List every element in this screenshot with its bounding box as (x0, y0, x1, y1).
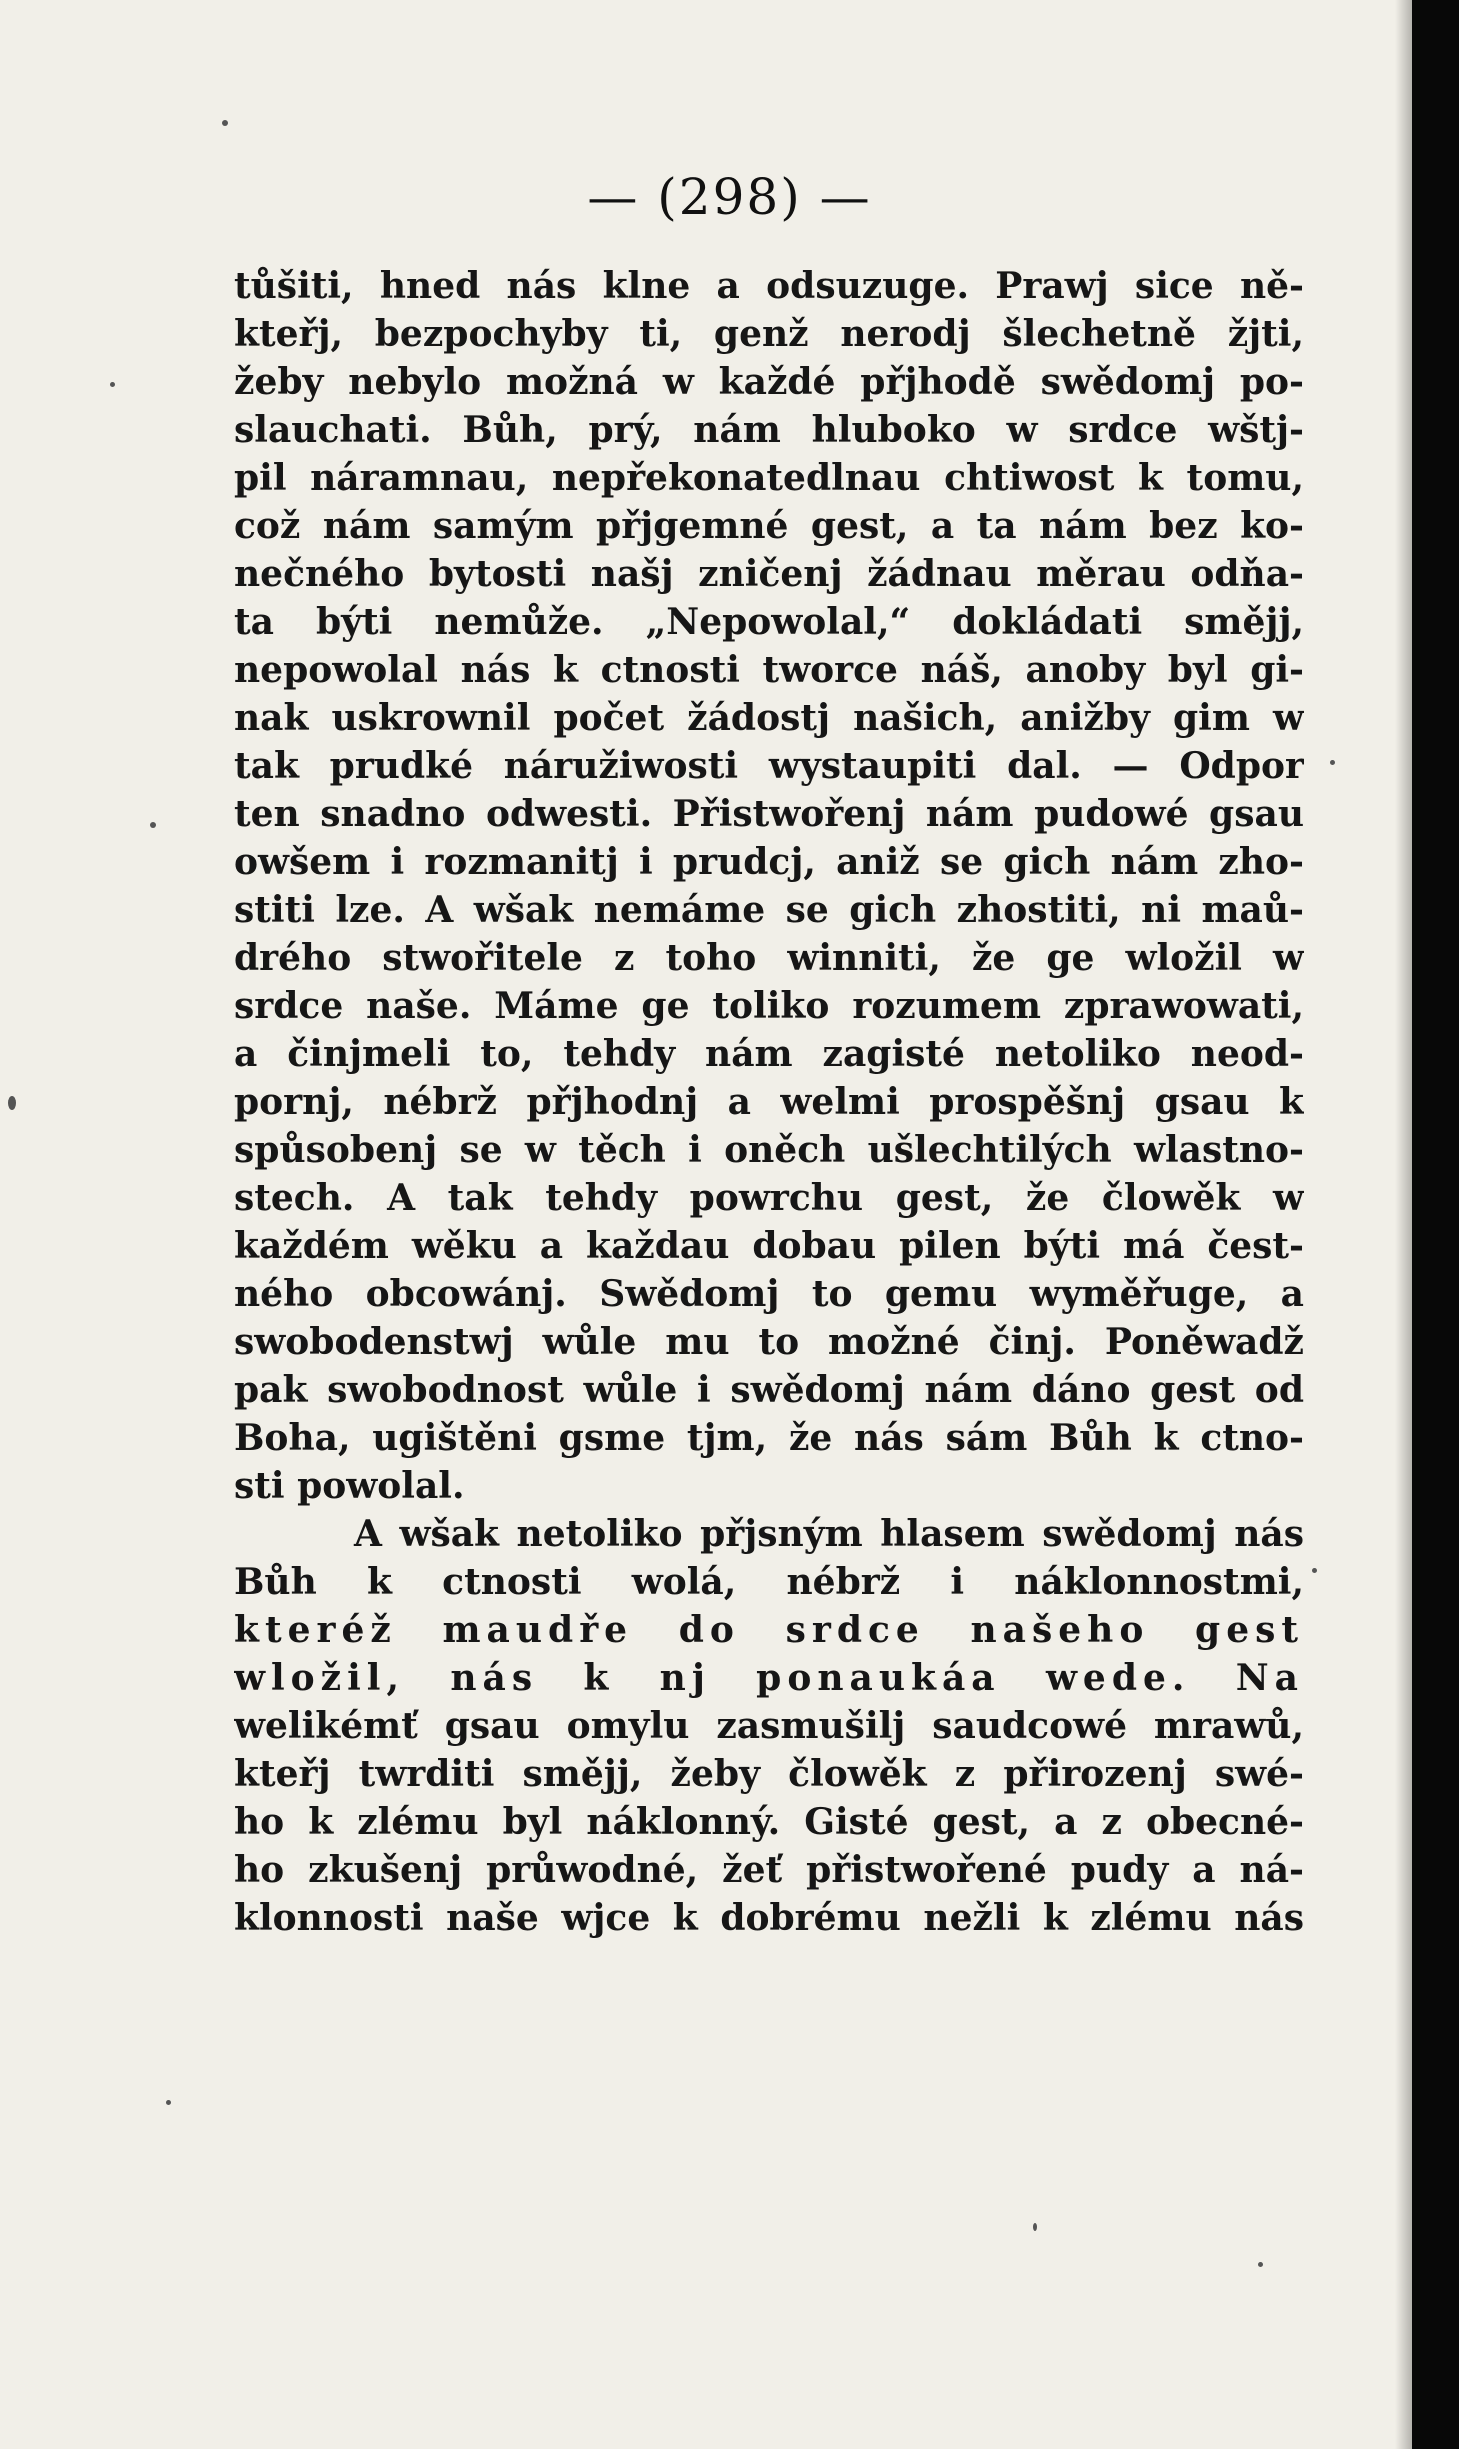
paragraph-end-line: sti powolal. (234, 1465, 465, 1507)
text-line: ho zkušenj průwodné, žeť přistwořené pudy a ná- (234, 1849, 1304, 1891)
paper-speck (222, 120, 228, 126)
body-text (234, 262, 1304, 1942)
text-line: ten snadno odwesti. Přistwořenj nám pudowé gsau (234, 793, 1304, 835)
paper-speck (1312, 1568, 1317, 1573)
text-line: pil náramnau, nepřekonatedlnau chtiwost k tomu, (234, 457, 1304, 499)
paper-speck (1330, 760, 1335, 765)
text-line: owšem i rozmanitj i prudcj, aniž se gich nám zho- (234, 841, 1304, 883)
text-line: spůsobenj se w těch i oněch ušlechtilých wlastno- (234, 1129, 1304, 1171)
text-line: drého stwořitele z toho winniti, že ge wložil w (234, 937, 1304, 979)
paper-speck (166, 2100, 171, 2105)
paper-speck (110, 382, 115, 387)
text-line: stech. A tak tehdy powrchu gest, že člowěk w (234, 1177, 1304, 1219)
text-line: nečného bytosti našj zničenj žádnau měrau odňa- (234, 553, 1304, 595)
text-line: tak prudké náružiwosti wystaupiti dal. — Odpor (234, 745, 1304, 787)
text-line-spaced: kteréž maudře do srdce našeho gest (234, 1609, 1304, 1651)
paper-speck (1258, 2262, 1263, 2267)
text-line: tůšiti, hned nás klne a odsuzuge. Prawj sice ně- (234, 265, 1304, 307)
paper-speck (8, 1096, 16, 1110)
paragraph-start-line: A wšak netoliko přjsným hlasem swědomj nás (354, 1513, 1304, 1555)
scan-edge-border (1412, 0, 1459, 2449)
text-line: kteřj, bezpochyby ti, genž nerodj šlechetně žjti, (234, 313, 1304, 355)
text-line: pornj, nébrž přjhodnj a welmi prospěšnj gsau k (234, 1081, 1304, 1123)
text-line: Boha, ugištěni gsme tjm, že nás sám Bůh k ctno- (234, 1417, 1304, 1459)
text-line: slauchati. Bůh, prý, nám hluboko w srdce wštj- (234, 409, 1304, 451)
text-line: ného obcowánj. Swědomj to gemu wyměřuge, a (234, 1273, 1304, 1315)
page-number: — (298) — (587, 168, 872, 226)
text-line: Bůh k ctnosti wolá, nébrž i náklonnostmi, (234, 1561, 1304, 1603)
text-line: což nám samým přjgemné gest, a ta nám bez ko- (234, 505, 1304, 547)
text-line: welikémť gsau omylu zasmušilj saudcowé mrawů, (234, 1705, 1304, 1747)
text-line: ho k zlému byl náklonný. Gisté gest, a z obecné- (234, 1801, 1304, 1843)
text-line: klonnosti naše wjce k dobrému nežli k zlému nás (234, 1897, 1304, 1939)
text-line: a činjmeli to, tehdy nám zagisté netoliko neod- (234, 1033, 1304, 1075)
text-line: srdce naše. Máme ge toliko rozumem zprawowati, (234, 985, 1304, 1027)
page-edge-shadow (1395, 0, 1412, 2449)
text-line: pak swobodnost wůle i swědomj nám dáno gest od (234, 1369, 1304, 1411)
text-line: stiti lze. A wšak nemáme se gich zhostiti, ni maů- (234, 889, 1304, 931)
paper-speck (150, 822, 156, 828)
text-line: každém wěku a každau dobau pilen býti má čest- (234, 1225, 1304, 1267)
text-line: nak uskrownil počet žádostj našich, anižby gim w (234, 697, 1304, 739)
text-line-spaced: wložil, nás k nj ponaukáa wede. Na (234, 1657, 1304, 1699)
text-line: ta býti nemůže. „Nepowolal,“ dokládati smějj, (234, 601, 1304, 643)
text-line: žeby nebylo možná w každé přjhodě swědomj po- (234, 361, 1304, 403)
paper-speck (1033, 2223, 1037, 2231)
text-line: nepowolal nás k ctnosti tworce náš, anoby byl gi- (234, 649, 1304, 691)
text-line: kteřj twrditi smějj, žeby člowěk z přirozenj swé- (234, 1753, 1304, 1795)
text-line: swobodenstwj wůle mu to možné činj. Poněwadž (234, 1321, 1304, 1363)
